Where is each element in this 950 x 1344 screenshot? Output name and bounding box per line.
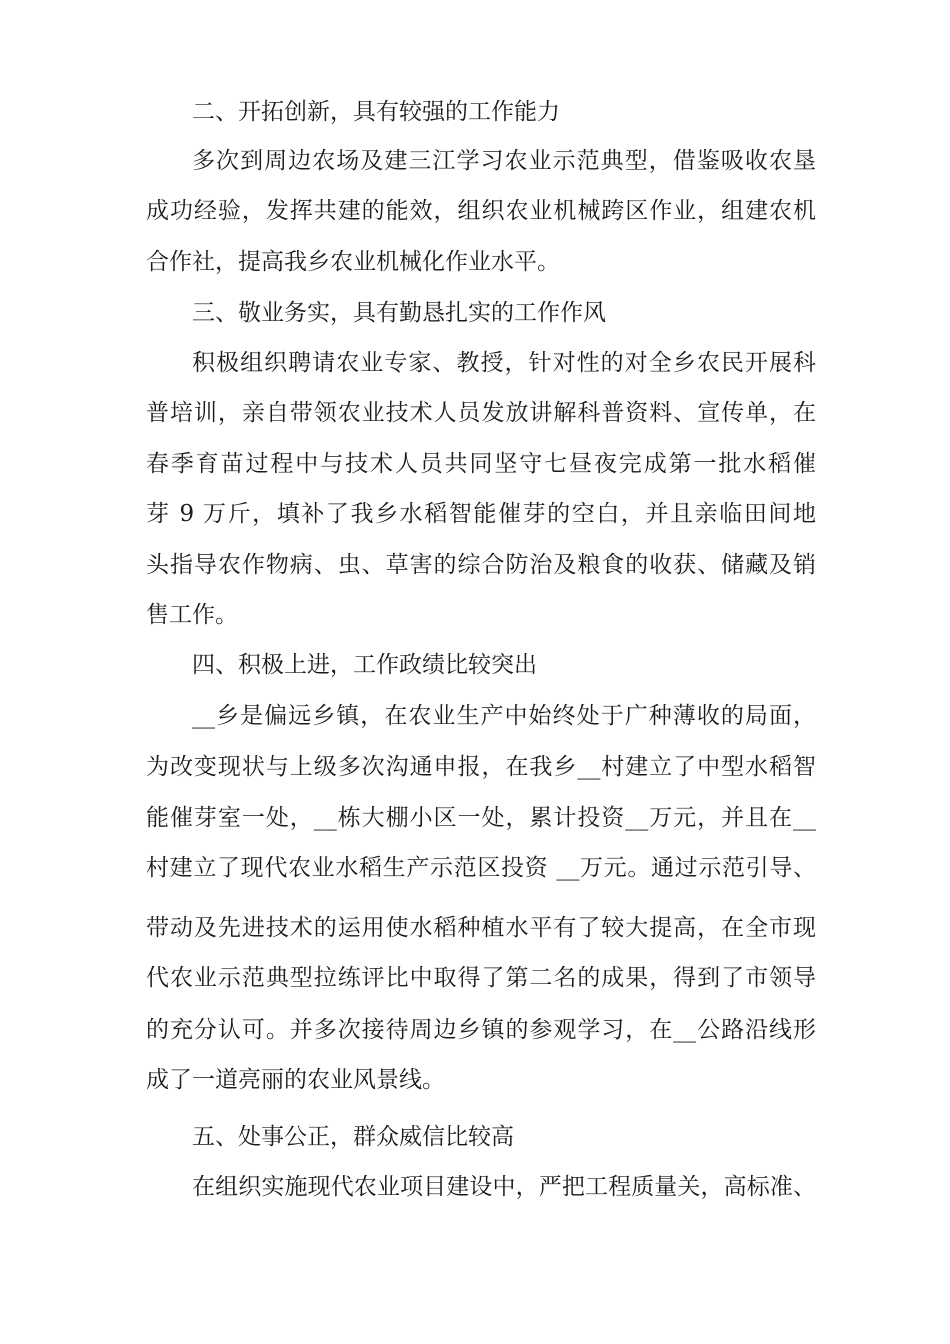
paragraph-line: 在组织实施现代农业项目建设中，严把工程质量关，高标准、 bbox=[192, 1174, 816, 1200]
paragraph-line: 多次到周边农场及建三江学习农业示范典型，借鉴吸收农垦 bbox=[192, 148, 816, 174]
section-heading-4: 四、积极上进，工作政绩比较突出 bbox=[192, 652, 537, 678]
paragraph-line: 头指导农作物病、虫、草害的综合防治及粮食的收获、储藏及销 bbox=[146, 552, 816, 578]
paragraph-line: 售工作。 bbox=[146, 602, 238, 628]
paragraph-line: 代农业示范典型拉练评比中取得了第二名的成果，得到了市领导 bbox=[146, 965, 816, 991]
paragraph-line: 村建立了现代农业水稻生产示范区投资 __万元。通过示范引导、 bbox=[146, 855, 816, 881]
paragraph-line: 春季育苗过程中与技术人员共同坚守七昼夜完成第一批水稻催 bbox=[146, 451, 816, 477]
paragraph-line: 合作社，提高我乡农业机械化作业水平。 bbox=[146, 249, 560, 275]
paragraph-line: 普培训，亲自带领农业技术人员发放讲解科普资料、宣传单，在 bbox=[146, 400, 816, 426]
section-heading-3: 三、敬业务实，具有勤恳扎实的工作作风 bbox=[192, 300, 606, 326]
paragraph-line: 带动及先进技术的运用使水稻种植水平有了较大提高，在全市现 bbox=[146, 915, 816, 941]
section-heading-5: 五、处事公正，群众威信比较高 bbox=[192, 1124, 514, 1150]
paragraph-line: __乡是偏远乡镇，在农业生产中始终处于广种薄收的局面， bbox=[192, 703, 816, 729]
paragraph-line: 积极组织聘请农业专家、教授，针对性的对全乡农民开展科 bbox=[192, 350, 816, 376]
paragraph-line: 成功经验，发挥共建的能效，组织农业机械跨区作业，组建农机 bbox=[146, 198, 816, 224]
paragraph-line: 成了一道亮丽的农业风景线。 bbox=[146, 1067, 445, 1093]
paragraph-line: 能催芽室一处，__栋大棚小区一处，累计投资__万元，并且在__ bbox=[146, 805, 816, 831]
paragraph-line: 芽 9 万斤，填补了我乡水稻智能催芽的空白，并且亲临田间地 bbox=[146, 501, 816, 527]
section-heading-2: 二、开拓创新，具有较强的工作能力 bbox=[192, 99, 560, 125]
paragraph-line: 的充分认可。并多次接待周边乡镇的参观学习，在__公路沿线形 bbox=[146, 1017, 816, 1043]
paragraph-line: 为改变现状与上级多次沟通申报，在我乡__村建立了中型水稻智 bbox=[146, 754, 816, 780]
